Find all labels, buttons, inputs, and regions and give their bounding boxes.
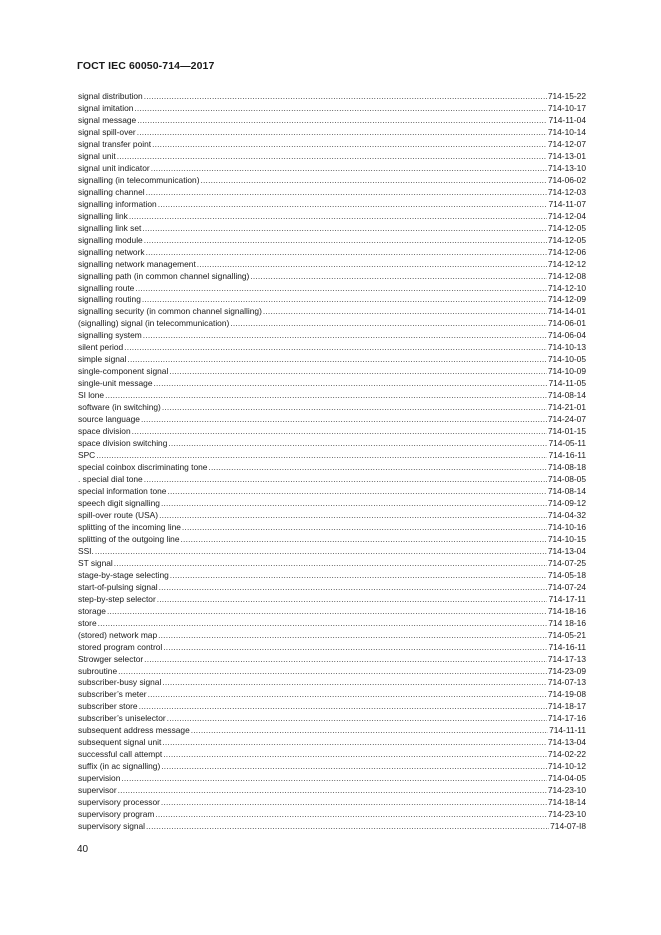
index-entry: [78, 510, 586, 522]
index-term: signalling channel: [78, 186, 145, 197]
index-term: signalling security (in common channel signalling): [78, 306, 262, 317]
index-reference: 714-04-32: [547, 509, 586, 520]
index-reference: 714-10-05: [547, 354, 586, 365]
index-entry: [78, 187, 586, 199]
index-term: signalling (in telecommunication): [78, 174, 200, 185]
index-reference: 714-13-04: [547, 545, 586, 556]
index-reference: 714-24-07: [547, 414, 586, 425]
dot-leader: [124, 342, 547, 354]
index-reference: 714-12-10: [547, 282, 586, 293]
dot-leader: [95, 546, 547, 558]
index-reference: 714-12-07: [547, 138, 586, 149]
index-entry: [78, 618, 586, 630]
dot-leader: [263, 306, 547, 318]
index-entry: [78, 450, 586, 462]
dot-leader: [197, 259, 547, 271]
index-reference: 714-12-08: [547, 270, 586, 281]
index-reference: 714-13-04: [547, 737, 586, 748]
index-term: splitting of the incoming line: [78, 521, 181, 532]
index-term: supervisory processor: [78, 797, 160, 808]
index-reference: 714-11-07: [548, 198, 586, 209]
index-reference: 714-18-16: [547, 605, 586, 616]
dot-leader: [161, 797, 547, 809]
dot-leader: [250, 271, 546, 283]
index-entry: [78, 103, 586, 115]
index-entry: [78, 773, 586, 785]
index-term: subscriber store: [78, 701, 138, 712]
index-term: signalling network management: [78, 258, 196, 269]
index-entry: [78, 211, 586, 223]
index-reference: 714-13-01: [547, 150, 586, 161]
index-entry: [78, 797, 586, 809]
index-entry: [78, 546, 586, 558]
index-term: storage: [78, 605, 106, 616]
index-entry: [78, 235, 586, 247]
index-entry: [78, 570, 586, 582]
index-entry: [78, 582, 586, 594]
dot-leader: [137, 127, 547, 139]
dot-leader: [118, 785, 547, 797]
dot-leader: [105, 390, 547, 402]
index-list: [78, 91, 586, 833]
dot-leader: [181, 534, 547, 546]
index-reference: 714-10-16: [547, 521, 586, 532]
index-entry: [78, 522, 586, 534]
index-reference: 714-12-06: [547, 246, 586, 257]
dot-leader: [144, 91, 547, 103]
index-reference: 714-23-10: [547, 785, 586, 796]
index-term: signal transfer point: [78, 138, 152, 149]
index-reference: 714-10-09: [547, 366, 586, 377]
index-reference: 714-05-21: [547, 629, 586, 640]
index-reference: 714-12-03: [547, 186, 586, 197]
index-reference: 714-23-10: [547, 809, 586, 820]
dot-leader: [129, 211, 547, 223]
index-term: signalling link set: [78, 222, 142, 233]
index-entry: [78, 223, 586, 235]
dot-leader: [98, 618, 548, 630]
index-reference: 714-10-14: [547, 126, 586, 137]
dot-leader: [148, 689, 547, 701]
index-reference: 714-09-12: [547, 497, 586, 508]
index-reference: 714-10-13: [547, 342, 586, 353]
index-reference: 714-02-22: [547, 749, 586, 760]
index-term: signalling path (in common channel signalling): [78, 270, 250, 281]
index-entry: [78, 139, 586, 151]
index-entry: [78, 283, 586, 295]
index-reference: 714-12-05: [547, 222, 586, 233]
index-term: single-component signal: [78, 366, 169, 377]
index-entry: [78, 175, 586, 187]
index-term: signalling routing: [78, 294, 141, 305]
dot-leader: [127, 354, 546, 366]
dot-leader: [162, 677, 546, 689]
index-entry: [78, 474, 586, 486]
index-term: signalling route: [78, 282, 135, 293]
dot-leader: [158, 199, 548, 211]
index-entry: [78, 486, 586, 498]
index-reference: 714 18-16: [548, 617, 586, 628]
index-reference: 714-13-10: [547, 162, 586, 173]
index-entry: [78, 630, 586, 642]
index-term: subscriber’s uniselector: [78, 713, 166, 724]
index-reference: 714-18-14: [547, 797, 586, 808]
dot-leader: [146, 247, 547, 259]
index-reference: 714-11-05: [548, 378, 586, 389]
index-reference: 714-10-12: [547, 761, 586, 772]
index-entry: [78, 247, 586, 259]
index-entry: [78, 713, 586, 725]
index-term: SSI.: [78, 545, 94, 556]
index-entry: [78, 821, 586, 833]
dot-leader: [96, 450, 547, 462]
index-term: special information tone: [78, 485, 167, 496]
index-entry: [78, 689, 586, 701]
index-term: source language: [78, 414, 140, 425]
index-entry: [78, 271, 586, 283]
index-reference: 714-08-05: [547, 474, 586, 484]
index-entry: [78, 498, 586, 510]
dot-leader: [155, 809, 546, 821]
dot-leader: [137, 115, 547, 127]
index-term: silent period: [78, 342, 124, 353]
index-reference: 714-17-16: [547, 713, 586, 724]
index-term: ST signal: [78, 557, 113, 568]
dot-leader: [141, 414, 547, 426]
index-entry: [78, 115, 586, 127]
index-entry: [78, 725, 586, 737]
index-reference: 714-07-13: [547, 677, 586, 688]
dot-leader: [162, 402, 547, 414]
dot-leader: [161, 761, 547, 773]
index-term: Strowger selector: [78, 653, 144, 664]
index-reference: 714-11-04: [548, 114, 586, 125]
index-term: subscriber’s meter: [78, 689, 147, 700]
dot-leader: [167, 713, 547, 725]
index-term: suffix (in ac signalling): [78, 761, 161, 772]
index-entry: [78, 199, 586, 211]
index-reference: 714-17-13: [547, 653, 586, 664]
index-entry: [78, 594, 586, 606]
index-reference: 714-16-11: [548, 450, 586, 461]
index-term: simple signal: [78, 354, 127, 365]
index-entry: [78, 606, 586, 618]
index-entry: [78, 426, 586, 438]
index-entry: [78, 809, 586, 821]
index-term: store: [78, 617, 97, 628]
index-reference: 714-10-17: [547, 102, 586, 113]
index-entry: [78, 342, 586, 354]
index-term: successful call attempt: [78, 749, 163, 760]
index-reference: 714-06-04: [547, 330, 586, 341]
index-term: signalling network: [78, 246, 145, 257]
index-reference: 714-12-12: [547, 258, 586, 269]
dot-leader: [139, 701, 547, 713]
index-term: (stored) network map: [78, 629, 158, 640]
index-term: SPC: [78, 450, 96, 461]
dot-leader: [170, 570, 547, 582]
dot-leader: [121, 773, 546, 785]
dot-leader: [167, 486, 546, 498]
index-reference: 714-08-14: [547, 485, 586, 496]
index-entry: [78, 785, 586, 797]
index-term: single-unit message: [78, 378, 153, 389]
index-term: step-by-step selector: [78, 593, 156, 604]
index-reference: 714-16-11: [548, 641, 586, 652]
index-reference: 714-12-04: [547, 210, 586, 221]
dot-leader: [230, 318, 547, 330]
index-entry: [78, 294, 586, 306]
index-reference: 714-17-11: [548, 593, 586, 604]
document-header: ГОСТ IEC 60050-714—2017: [77, 60, 215, 72]
dot-leader: [144, 654, 547, 666]
index-term: space division switching: [78, 438, 168, 449]
dot-leader: [161, 498, 547, 510]
index-reference: 714-08-14: [547, 390, 586, 401]
index-term: subsequent signal unit: [78, 737, 162, 748]
index-entry: [78, 761, 586, 773]
index-term: subroutine: [78, 665, 118, 676]
dot-leader: [159, 582, 547, 594]
index-entry: [78, 534, 586, 546]
index-reference: 714-07-24: [547, 581, 586, 592]
dot-leader: [163, 749, 547, 761]
index-term: supervision: [78, 773, 121, 784]
index-entry: [78, 366, 586, 378]
index-entry: [78, 402, 586, 414]
index-entry: [78, 127, 586, 139]
dot-leader: [142, 294, 547, 306]
index-reference: 714-21-01: [547, 402, 586, 413]
index-term: special coinbox discriminating tone: [78, 462, 208, 473]
index-term: spill-over route (USA): [78, 509, 159, 520]
dot-leader: [107, 606, 547, 618]
index-reference: 714-12-05: [547, 234, 586, 245]
index-term: supervisor: [78, 785, 117, 796]
index-entry: [78, 462, 586, 474]
index-term: space division: [78, 426, 131, 437]
dot-leader: [191, 725, 548, 737]
index-entry: [78, 677, 586, 689]
index-entry: [78, 438, 586, 450]
index-term: signalling module: [78, 234, 143, 245]
dot-leader: [153, 378, 547, 390]
index-term: signal distribution: [78, 91, 143, 101]
index-entry: [78, 259, 586, 271]
index-term: splitting of the outgoing line: [78, 533, 180, 544]
index-term: signal unit indicator: [78, 162, 150, 173]
index-reference: 714-18-17: [547, 701, 586, 712]
dot-leader: [134, 103, 546, 115]
dot-leader: [144, 474, 547, 486]
dot-leader: [151, 163, 547, 175]
index-term: signal imitation: [78, 102, 134, 113]
dot-leader: [114, 558, 547, 570]
dot-leader: [168, 438, 547, 450]
index-reference: 714-08-18: [547, 462, 586, 473]
index-term: subscriber-busy signal: [78, 677, 162, 688]
index-term: signal message: [78, 114, 137, 125]
dot-leader: [143, 330, 547, 342]
index-entry: [78, 318, 586, 330]
index-entry: [78, 354, 586, 366]
index-term: stage-by-stage selecting: [78, 569, 169, 580]
index-term: SI lone: [78, 390, 105, 401]
index-term: speech digit signalling: [78, 497, 160, 508]
dot-leader: [146, 187, 547, 199]
index-entry: [78, 378, 586, 390]
index-reference: 714-07-25: [547, 557, 586, 568]
dot-leader: [117, 151, 547, 163]
dot-leader: [162, 737, 546, 749]
index-term: signalling system: [78, 330, 142, 341]
index-term: supervisory signal: [78, 821, 146, 832]
index-reference: 714-05-11: [548, 438, 586, 449]
index-term: supervisory program: [78, 809, 155, 820]
index-entry: [78, 390, 586, 402]
dot-leader: [169, 366, 546, 378]
page-number: 40: [77, 844, 89, 855]
index-reference: 714-04-05: [547, 773, 586, 784]
index-term: signal spill-over: [78, 126, 136, 137]
index-entry: [78, 749, 586, 761]
index-reference: 714-12-09: [547, 294, 586, 305]
index-term: signalling link: [78, 210, 128, 221]
index-entry: [78, 558, 586, 570]
index-entry: [78, 666, 586, 678]
index-term: stored program control: [78, 641, 163, 652]
index-reference: 714-15-22: [547, 91, 586, 101]
dot-leader: [159, 510, 547, 522]
index-entry: [78, 306, 586, 318]
index-reference: 714-10-15: [547, 533, 586, 544]
index-reference: 714-06-01: [547, 318, 586, 329]
index-entry: [78, 163, 586, 175]
dot-leader: [208, 462, 546, 474]
index-term: signalling information: [78, 198, 157, 209]
index-reference: 714-05-18: [547, 569, 586, 580]
index-term: software (in switching): [78, 402, 161, 413]
dot-leader: [118, 666, 547, 678]
index-term: signal unit: [78, 150, 116, 161]
index-reference: 714-06-02: [547, 174, 586, 185]
index-reference: 714-23-09: [547, 665, 586, 676]
index-reference: 714-14-01: [547, 306, 586, 317]
dot-leader: [158, 630, 547, 642]
dot-leader: [135, 283, 546, 295]
dot-leader: [152, 139, 547, 151]
index-entry: [78, 701, 586, 713]
index-term: . special dial tone: [78, 474, 143, 484]
index-entry: [78, 737, 586, 749]
index-entry: [78, 654, 586, 666]
index-entry: [78, 91, 586, 103]
index-entry: [78, 151, 586, 163]
dot-leader: [144, 235, 547, 247]
index-term: start-of-pulsing signal: [78, 581, 158, 592]
index-reference: 714-11-11: [549, 725, 586, 736]
index-term: subsequent address message: [78, 725, 190, 736]
dot-leader: [132, 426, 547, 438]
dot-leader: [146, 821, 549, 833]
index-entry: [78, 330, 586, 342]
index-entry: [78, 642, 586, 654]
index-reference: 714-19-08: [547, 689, 586, 700]
index-term: (signalling) signal (in telecommunication): [78, 318, 230, 329]
dot-leader: [201, 175, 547, 187]
dot-leader: [142, 223, 547, 235]
index-reference: 714-07-I8: [550, 821, 586, 832]
dot-leader: [182, 522, 547, 534]
dot-leader: [163, 642, 547, 654]
dot-leader: [157, 594, 548, 606]
index-entry: [78, 414, 586, 426]
index-reference: 714-01-15: [547, 426, 586, 437]
